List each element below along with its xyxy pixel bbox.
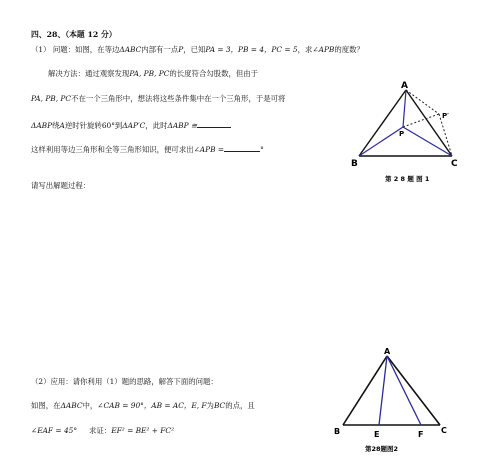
fig2-label-e: E — [374, 430, 380, 439]
part2-equation: EF² = BE² + FC² — [111, 426, 175, 435]
part1-q-text-1: （1） 问题：如图，在等边 — [31, 45, 120, 54]
use-angle: ∠APB = — [193, 145, 225, 154]
figure-1-lines — [359, 90, 452, 156]
use-degree: ° — [260, 145, 264, 154]
segment-pc — [403, 127, 452, 156]
rotate-text-3: 到 — [114, 121, 123, 130]
part2-prove-line — [31, 426, 174, 436]
segment-pp-prime — [403, 114, 439, 127]
method-segments: PA, PB, PC — [129, 69, 170, 78]
fig2-caption: 第28题图2 — [365, 445, 399, 453]
part2-text-2: 中，∠ — [82, 401, 104, 410]
question-title: 四、28、（本题 12 分） — [31, 30, 117, 39]
part1-q-lengths: PA = 3，PB = 4，PC = 5 — [205, 45, 298, 54]
fig1-label-b: B — [351, 159, 358, 169]
part2-text-3: 为 — [206, 401, 214, 410]
rotate-text-1: 绕 — [52, 121, 60, 130]
side-ac — [406, 90, 452, 156]
fig1-label-p-prime: P′ — [442, 112, 449, 120]
part2-angle-eaf: ∠EAF = 45° — [31, 426, 78, 435]
fig2-label-b: B — [334, 427, 341, 436]
fig2-segment-af — [387, 356, 421, 425]
part2-text-4: 的点，且 — [225, 401, 255, 410]
method2-text: 不在一个三角形中，想法将这些条件集中在一个三角形，于是可将 — [71, 94, 286, 103]
rotate-angle: 60° — [101, 121, 115, 130]
fig2-label-c: C — [441, 426, 447, 435]
part2-text-1: 如图，在 — [31, 401, 61, 410]
segment-pb — [359, 127, 403, 156]
part1-q-text-3: ，已知 — [183, 45, 206, 54]
method-text-1: 解决方法：通过观察发现 — [48, 69, 130, 78]
part2-conditions: CAB = 90°，AB = AC，E, F — [103, 401, 207, 410]
method2-segments: PA, PB, PC — [31, 94, 72, 103]
part2-intro: （2）应用：请你利用（1）题的思路，解答下面的问题： — [31, 377, 218, 386]
fig2-side-ac — [387, 356, 440, 425]
fig1-label-a: A — [401, 81, 408, 91]
part2-segment-bc: BC — [213, 401, 226, 410]
rotate-congruent: ΔABP ≅ — [167, 121, 198, 130]
fig2-label-a: A — [384, 347, 391, 356]
part2-prove-label: 求证： — [89, 426, 112, 435]
segment-ap-prime — [406, 90, 439, 114]
part1-q-text-5: 的度数？ — [334, 45, 364, 54]
side-ab — [359, 90, 406, 156]
rotate-center: A — [59, 121, 65, 130]
part1-q-triangle: ΔABC — [119, 45, 142, 54]
use-text: 这样利用等边三角形和全等三角形知识，便可求出 — [31, 145, 194, 154]
rotate-text-2: 逆时针旋转 — [64, 121, 102, 130]
rotate-image-triangle: ΔAP′C — [122, 121, 146, 130]
method-text-2: 的长度符合勾股数，但由于 — [169, 69, 259, 78]
write-process-prompt: 请写出解题过程： — [31, 181, 91, 190]
rotate-text-4: ，此时 — [145, 121, 168, 130]
part1-q-text-2: 内部有一点 — [141, 45, 179, 54]
figure-2-lines — [343, 356, 440, 425]
rotate-triangle: ΔABP — [31, 121, 53, 130]
part1-q-point: P — [178, 45, 184, 54]
fig1-label-c: C — [451, 159, 458, 169]
fig2-label-f: F — [418, 430, 424, 439]
fig1-caption: 第 2 8 题 图 1 — [385, 175, 430, 183]
part2-condition-line — [31, 401, 255, 411]
part1-q-text-4: ，求∠ — [297, 45, 319, 54]
fig1-label-p: P — [399, 130, 405, 138]
segment-pa — [403, 90, 406, 127]
part1-q-angle: APB — [318, 45, 335, 54]
part2-triangle: ΔABC — [60, 401, 83, 410]
